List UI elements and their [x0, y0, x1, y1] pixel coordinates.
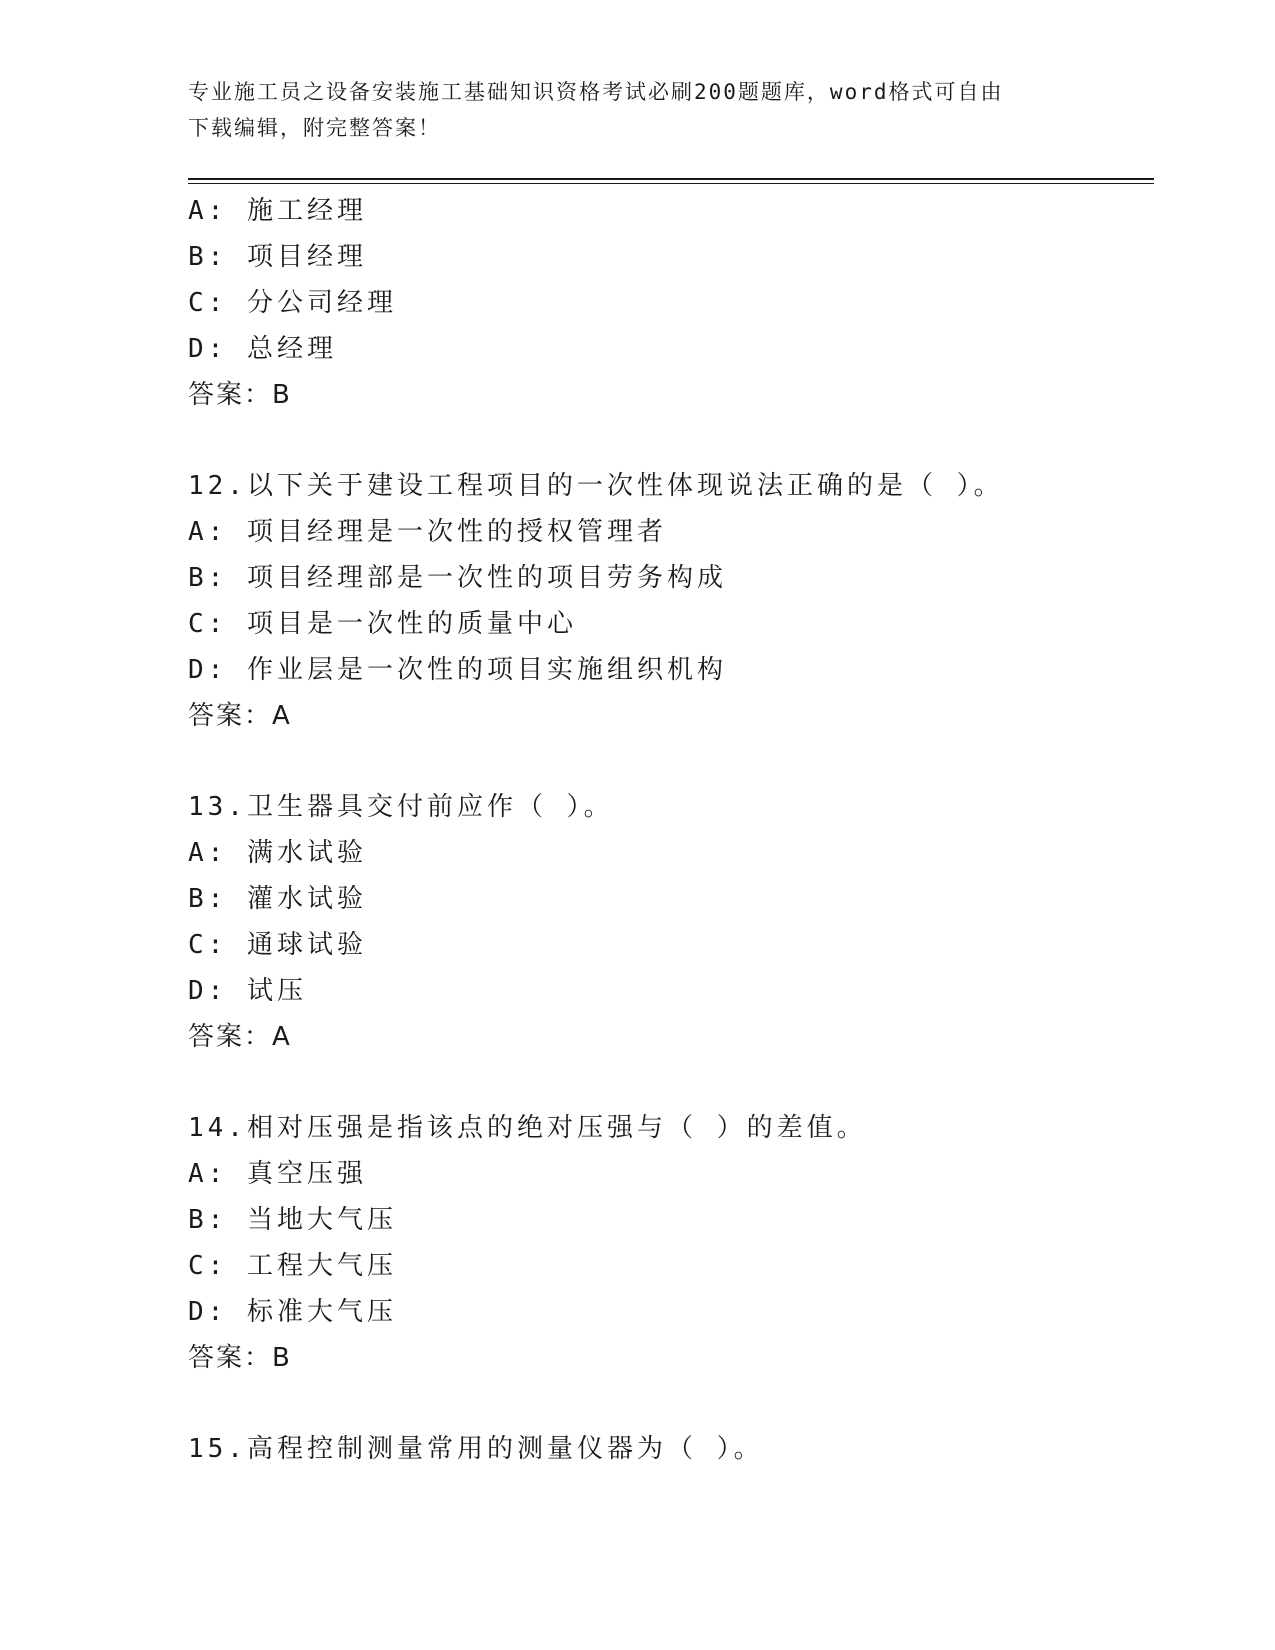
- question-text: 12.以下关于建设工程项目的一次性体现说法正确的是（ ）。: [188, 471, 1004, 501]
- option-c: C: 工程大气压: [188, 1251, 397, 1281]
- spacer: [188, 739, 1154, 784]
- spacer: [188, 418, 1154, 463]
- option-a: A: 项目经理是一次性的授权管理者: [188, 517, 667, 547]
- option-d: D: 作业层是一次性的项目实施组织机构: [188, 655, 727, 685]
- answer: 答案：B: [188, 1343, 292, 1373]
- option-a: A: 施工经理: [188, 196, 367, 226]
- question-text: 14.相对压强是指该点的绝对压强与（ ）的差值。: [188, 1113, 867, 1143]
- question-13: [188, 784, 1154, 1060]
- answer: 答案：A: [188, 701, 292, 731]
- header-line-1: 专业施工员之设备安装施工基础知识资格考试必刷200题题库，word格式可自由: [188, 80, 1004, 104]
- header-rule-thin: [188, 183, 1154, 184]
- answer: 答案：B: [188, 380, 292, 410]
- question-11: [188, 188, 1154, 418]
- question-12: [188, 463, 1154, 739]
- option-a: A: 满水试验: [188, 838, 367, 868]
- question-14: [188, 1105, 1154, 1381]
- option-c: C: 分公司经理: [188, 288, 397, 318]
- option-a: A: 真空压强: [188, 1159, 367, 1189]
- option-c: C: 通球试验: [188, 930, 367, 960]
- option-c: C: 项目是一次性的质量中心: [188, 609, 577, 639]
- spacer: [188, 1381, 1154, 1426]
- spacer: [188, 1060, 1154, 1105]
- header-line-2: 下载编辑，附完整答案！: [188, 116, 441, 140]
- option-b: B: 当地大气压: [188, 1205, 397, 1235]
- option-d: D: 标准大气压: [188, 1297, 397, 1327]
- option-d: D: 总经理: [188, 334, 337, 364]
- question-list: [188, 188, 1154, 1472]
- option-b: B: 灌水试验: [188, 884, 367, 914]
- question-15: [188, 1426, 1154, 1472]
- question-text: 15.高程控制测量常用的测量仪器为（ ）。: [188, 1434, 764, 1464]
- question-text: 13.卫生器具交付前应作（ ）。: [188, 792, 614, 822]
- option-b: B: 项目经理: [188, 242, 367, 272]
- document-header: [188, 74, 1088, 146]
- option-b: B: 项目经理部是一次性的项目劳务构成: [188, 563, 727, 593]
- header-rule-thick: [188, 178, 1154, 180]
- answer: 答案：A: [188, 1022, 292, 1052]
- option-d: D: 试压: [188, 976, 307, 1006]
